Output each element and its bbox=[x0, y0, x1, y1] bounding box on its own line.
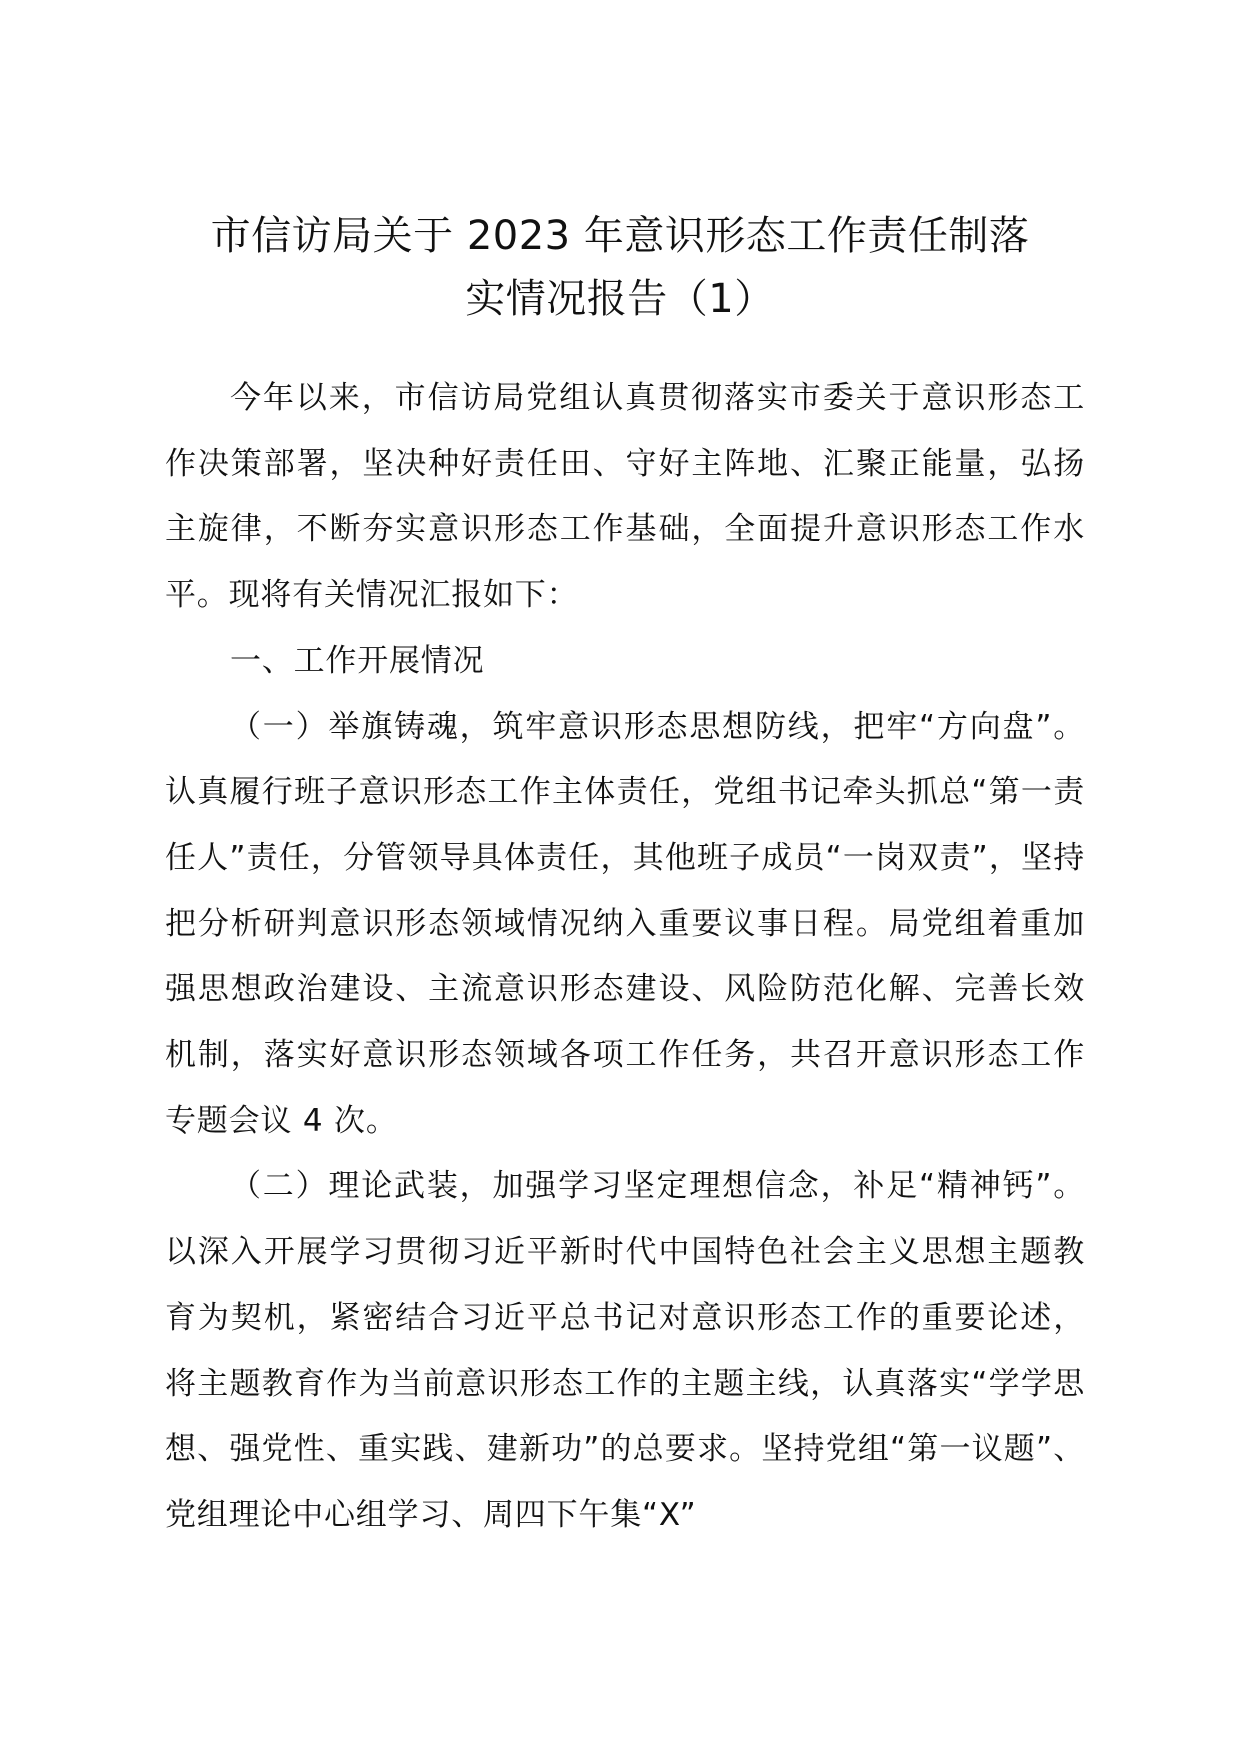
section-heading: 一、工作开展情况 bbox=[230, 642, 485, 679]
document-title bbox=[150, 205, 1090, 331]
document-body bbox=[165, 366, 1085, 1549]
section-paragraph-2: （二）理论武装，加强学习坚定理想信念，补足“精神钙”。以深入开展学习贯彻习近平新时代中国特色社会主义思想主题教育为契机，紧密结合习近平总书记对意识形态工作的重要论述，将主题教育作为当前意识形态工作的主题主线，认真落实“学学思想、强党性、重实践、建新功”的总要求。坚持党组“第一议题”、党组理论中心组学习、周四下午集“X” bbox=[165, 1168, 1085, 1533]
title-line-2: 实情况报告（1） bbox=[465, 276, 775, 322]
title-line-1: 市信访局关于 2023 年意识形态工作责任制落 bbox=[210, 213, 1030, 259]
intro-paragraph: 今年以来，市信访局党组认真贯彻落实市委关于意识形态工作决策部署，坚决种好责任田、守好主阵地、汇聚正能量，弘扬主旋律，不断夯实意识形态工作基础，全面提升意识形态工作水平。现将有关情况汇报如下： bbox=[165, 380, 1085, 614]
section-paragraph-1: （一）举旗铸魂，筑牢意识形态思想防线，把牢“方向盘”。认真履行班子意识形态工作主体责任，党组书记牵头抓总“第一责任人”责任，分管领导具体责任，其他班子成员“一岗双责”，坚持把分析研判意识形态领域情况纳入重要议事日程。局党组着重加强思想政治建设、主流意识形态建设、风险防范化解、完善长效机制，落实好意识形态领域各项工作任务，共召开意识形态工作专题会议 4 次。 bbox=[165, 708, 1085, 1139]
